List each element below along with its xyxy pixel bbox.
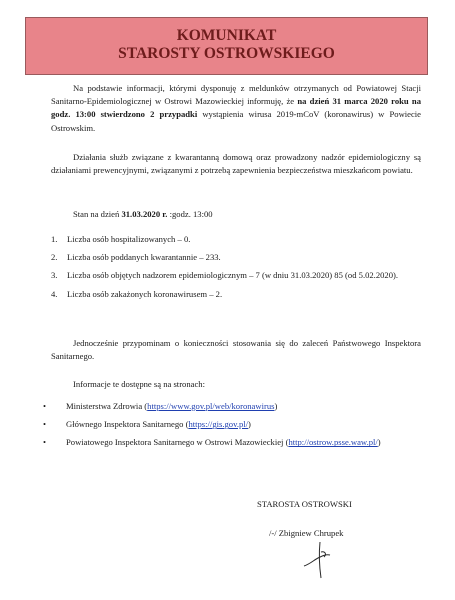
header-title-line1: KOMUNIKAT bbox=[176, 27, 277, 44]
list-item-number: 4. bbox=[51, 288, 58, 299]
intro-paragraph bbox=[51, 82, 421, 135]
list-item-number: 2. bbox=[51, 252, 58, 263]
actions-paragraph bbox=[51, 151, 421, 177]
announcement-header bbox=[25, 17, 428, 75]
list-item-text: Liczba osób poddanych kwarantannie – 233. bbox=[67, 252, 221, 263]
bullet-icon: • bbox=[43, 437, 47, 448]
status-prefix: Stan na dzień bbox=[73, 209, 122, 219]
list-item bbox=[51, 288, 421, 301]
info-heading: Informacje te dostępne są na stronach: bbox=[73, 379, 205, 389]
status-date-line bbox=[73, 208, 373, 221]
intro-text-b: wystąpienia wirusa 2019-mCoV (koronawirus) w Powiecie Ostrowskim. bbox=[51, 109, 421, 133]
link-end: ) bbox=[274, 401, 278, 411]
status-time: :godz. 13:00 bbox=[167, 209, 213, 219]
reminder-paragraph bbox=[51, 337, 421, 363]
list-item-number: 3. bbox=[51, 270, 58, 281]
intro-text-a: Na podstawie informacji, którymi dysponuję z meldunków otrzymanych od Powiatowej Stacji Sanitarno-Epidemiologicznej w Ostrowi Mazowieckiej informuję, że bbox=[51, 83, 421, 107]
link-label: Powiatowego Inspektora Sanitarnego w Ostrowi Mazowieckiej ( bbox=[66, 437, 289, 448]
actions-text: Działania służb związane z kwarantanną domową oraz prowadzony nadzór epidemiologiczny są działaniami prewencyjnymi, związanymi z potrzebą zapewnienia bezpieczeństwa mieszkańcom powiatu. bbox=[51, 152, 421, 176]
reminder-text: Jednocześnie przypominam o konieczności stosowania się do zaleceń Państwowego Inspektora Sanitarnego. bbox=[51, 338, 421, 362]
links-list bbox=[40, 400, 421, 455]
list-item bbox=[51, 233, 421, 246]
bullet-icon: • bbox=[43, 419, 47, 430]
link-label: Głównego Inspektora Sanitarnego ( bbox=[66, 419, 189, 430]
list-item bbox=[51, 251, 421, 264]
list-item bbox=[40, 400, 421, 413]
link-gis[interactable]: https://gis.gov.pl/ bbox=[188, 419, 249, 430]
link-psse[interactable]: http://ostrow.psse.waw.pl/ bbox=[288, 437, 378, 448]
statistics-list bbox=[51, 233, 421, 306]
list-item-text: Liczba osób objętych nadzorem epidemiologicznym – 7 (w dniu 31.03.2020) 85 (od 5.02.2020). bbox=[67, 270, 399, 281]
list-item bbox=[40, 436, 421, 449]
intro-text-bold: na dzień 31 marca 2020 roku na godz. 13:00 stwierdzono 2 przypadki bbox=[51, 96, 422, 120]
list-item-text: Liczba osób zakażonych koronawirusem – 2. bbox=[67, 288, 223, 299]
list-item bbox=[51, 269, 421, 282]
link-end: ) bbox=[377, 437, 381, 448]
status-date: 31.03.2020 r. bbox=[121, 209, 168, 219]
handwritten-signature-icon bbox=[300, 538, 340, 580]
signature-name: /-/ Zbigniew Chrupek bbox=[269, 528, 344, 538]
link-label: Ministerstwa Zdrowia ( bbox=[66, 401, 148, 411]
signature-title: STAROSTA OSTROWSKI bbox=[257, 499, 352, 509]
list-item bbox=[40, 418, 421, 431]
bullet-icon: • bbox=[43, 401, 47, 411]
link-end: ) bbox=[248, 419, 251, 430]
list-item-number: 1. bbox=[51, 234, 58, 244]
list-item-text: Liczba osób hospitalizowanych – 0. bbox=[67, 234, 191, 244]
header-title-line2: STAROSTY OSTROWSKIEGO bbox=[118, 45, 335, 62]
link-ministry[interactable]: https://www.gov.pl/web/koronawirus bbox=[147, 401, 275, 411]
